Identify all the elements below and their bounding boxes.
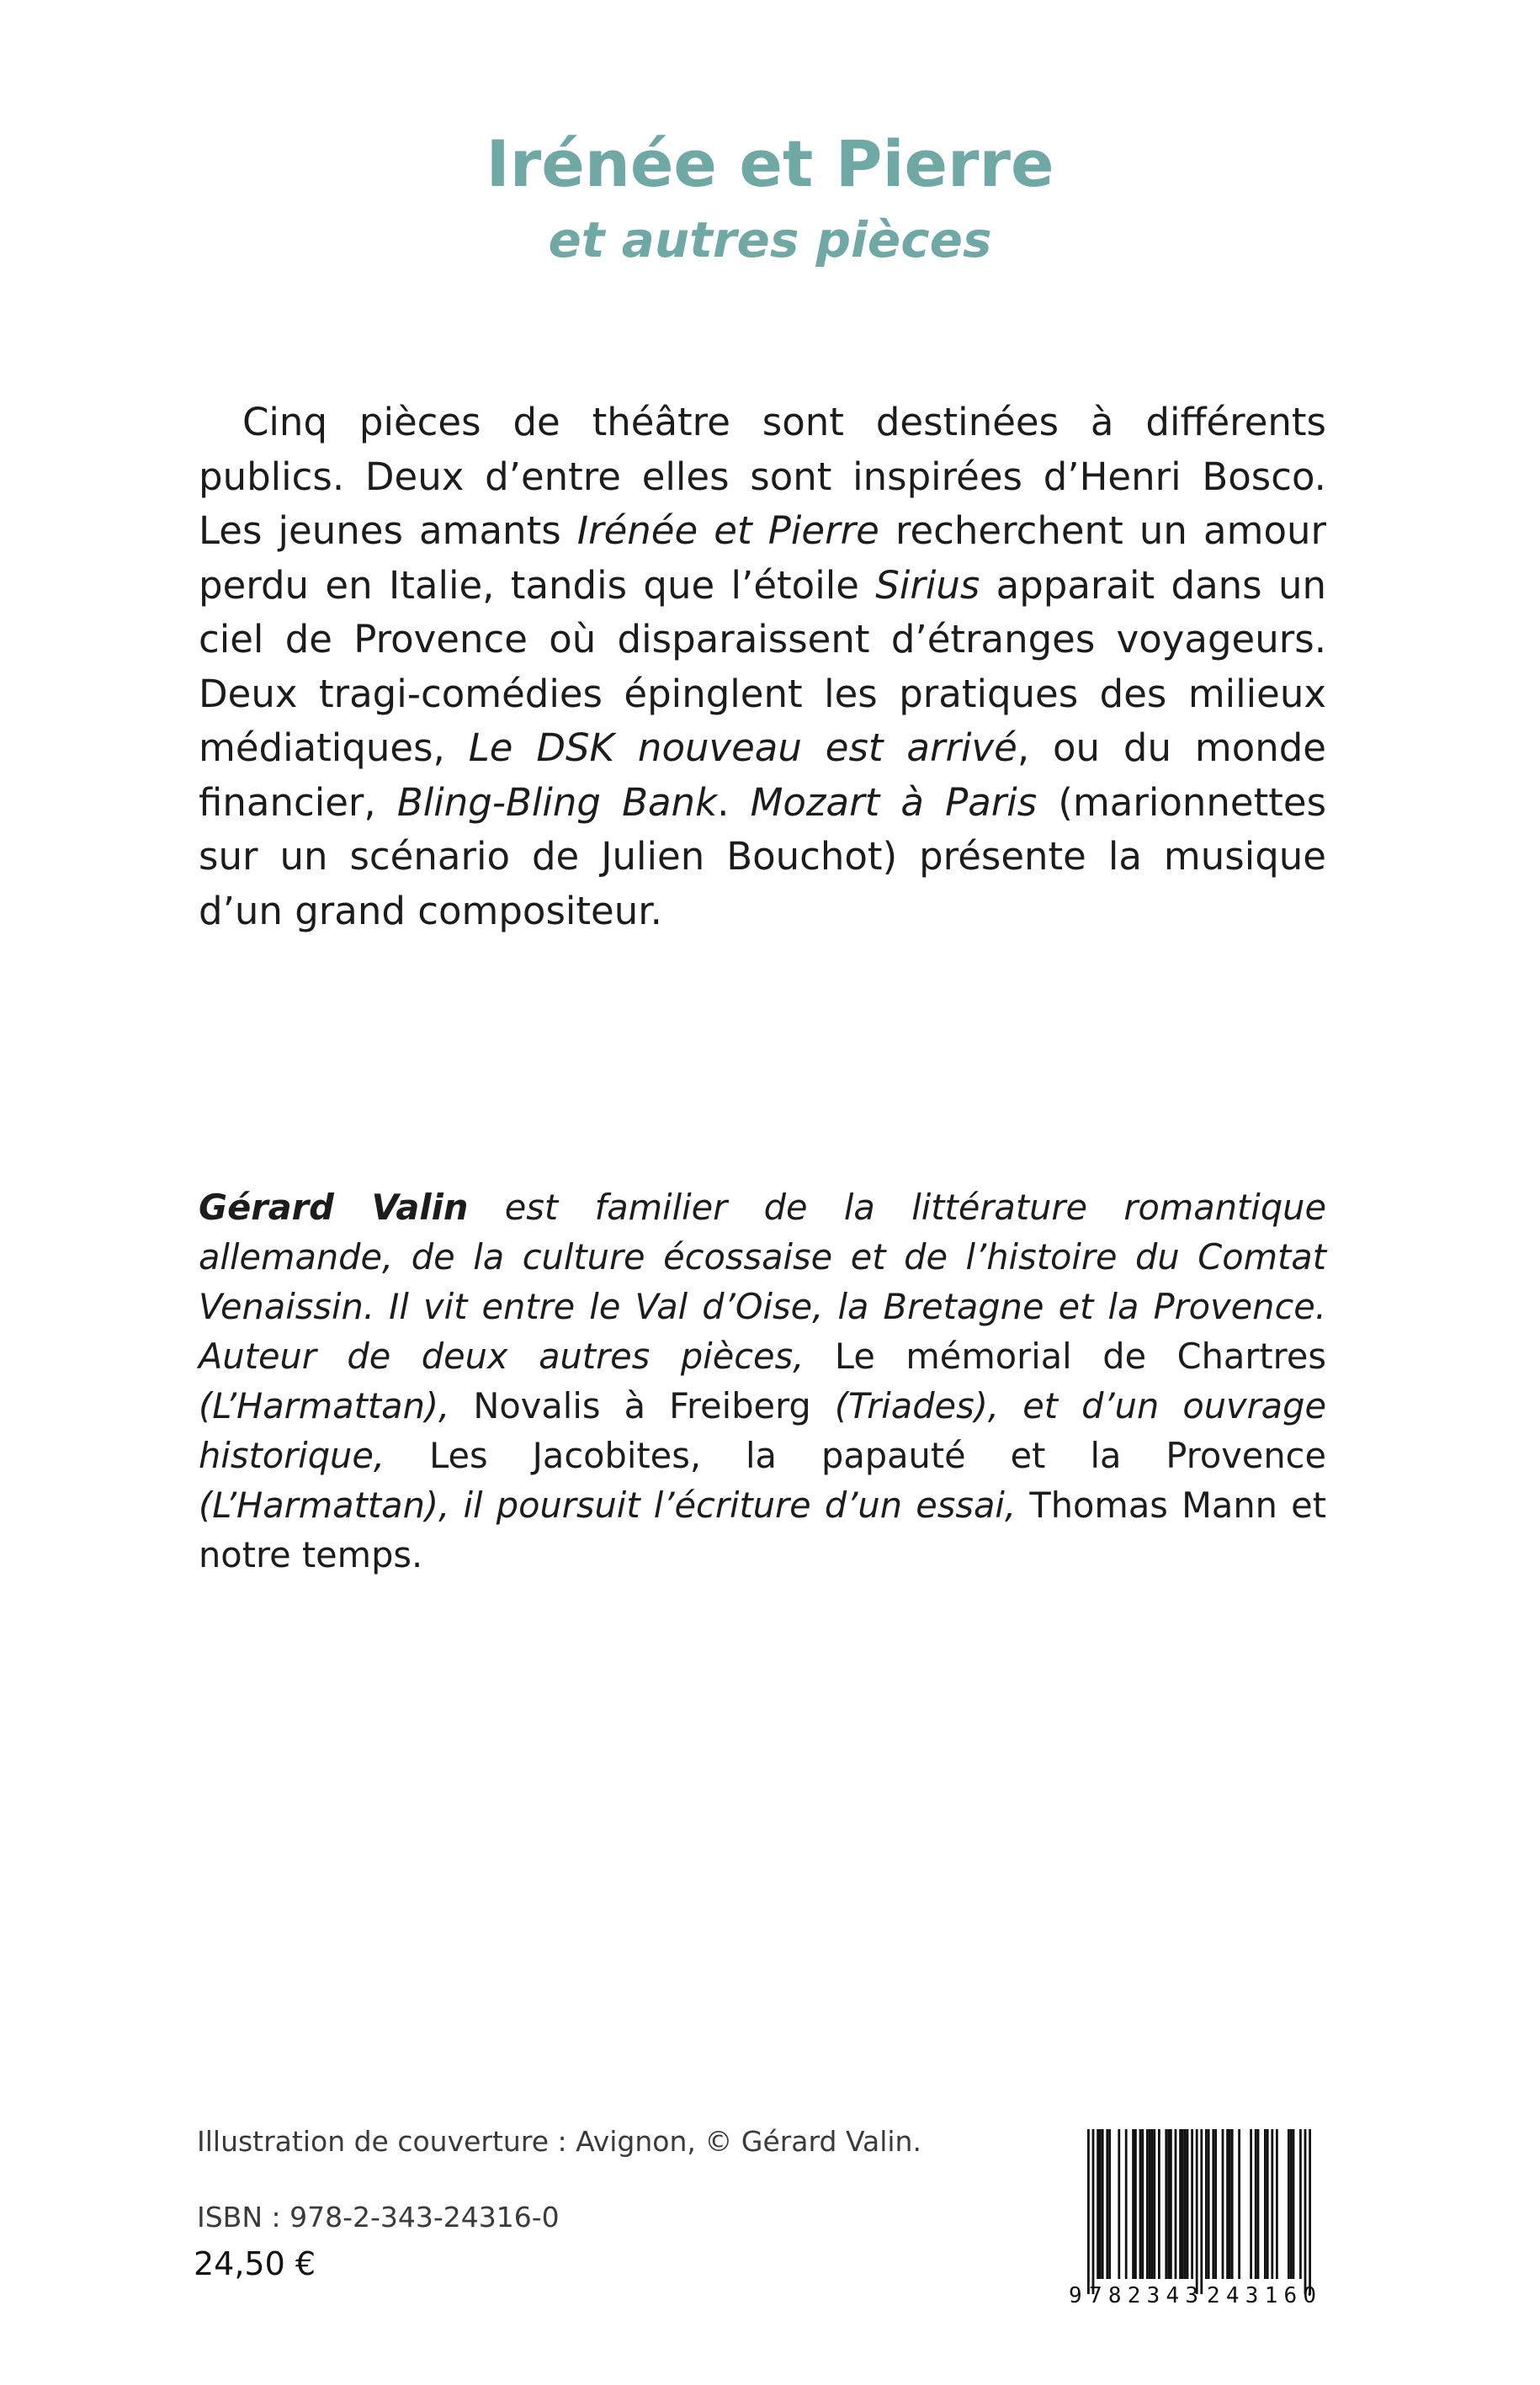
barcode-bar [1108, 2129, 1111, 2279]
barcode-bar [1309, 2129, 1311, 2294]
book-title: Irénée et Pierre [486, 126, 1054, 201]
barcode-bar [1118, 2129, 1120, 2279]
barcode-bar [1146, 2129, 1149, 2279]
synopsis-text: apparait dans un ciel de Provence où disparaissent d’étranges voyageurs. Deux tragi-comédies épinglent les pratiques des milieux médiatiques, [199, 562, 1327, 770]
barcode-bar [1097, 2129, 1099, 2279]
barcode-bar [1087, 2129, 1090, 2294]
barcode-digits: 9 [1069, 2283, 1082, 2308]
barcode-bar [1271, 2129, 1273, 2279]
synopsis-text: (marionnettes sur un scénario de Julien Bouchot) présente la musique d’un grand compositeur. [199, 779, 1327, 933]
barcode-bar [1205, 2129, 1208, 2279]
barcode-bar [1132, 2129, 1134, 2279]
barcode-bar [1102, 2129, 1104, 2279]
barcode-bar [1231, 2129, 1234, 2279]
synopsis-title-italic: Irénée et Pierre [576, 508, 879, 553]
barcode-bar [1179, 2129, 1182, 2279]
barcode-bar [1238, 2129, 1240, 2279]
author-bio [199, 1182, 1326, 1580]
synopsis-text: , ou du monde financier, [199, 725, 1326, 825]
barcode-bar [1222, 2129, 1224, 2279]
barcode-bar [1290, 2129, 1293, 2279]
barcode-bar [1092, 2129, 1095, 2294]
synopsis [199, 396, 1326, 938]
book-subtitle: et autres pièces [548, 211, 992, 268]
barcode-bar [1139, 2129, 1142, 2279]
barcode-bar [1255, 2129, 1257, 2279]
barcode-bar [1153, 2129, 1155, 2279]
synopsis-title-italic: Sirius [875, 562, 980, 608]
bio-work-title: Le mémorial de Chartres [834, 1336, 1326, 1377]
barcode-bar [1250, 2129, 1252, 2279]
barcode-bar [1200, 2129, 1203, 2294]
price: 24,50 € [194, 2245, 316, 2282]
bio-text: est familier de la littérature romantique allemande, de la culture écossaise et de l’histoire du Comtat Venaissin. Il vit entre le Val d’Oise, la Bretagne et la Provence. Auteur de deux autres pièces, [199, 1187, 1326, 1377]
synopsis-text: Cinq pièces de théâtre sont destinées à différents publics. Deux d’entre elles sont inspirées d’Henri Bosco. Les jeunes amants [199, 400, 1326, 553]
barcode-bar [1184, 2129, 1187, 2279]
barcode-bar [1212, 2129, 1214, 2279]
barcode-bar [1151, 2129, 1154, 2279]
bio-work-title: Novalis à Freiberg [473, 1385, 811, 1426]
barcode-bar [1134, 2129, 1137, 2279]
barcode-bar [1276, 2129, 1278, 2279]
barcode-bar [1175, 2129, 1177, 2279]
barcode-bar [1257, 2129, 1260, 2279]
barcode-bar [1267, 2129, 1269, 2279]
barcode-bar [1304, 2129, 1307, 2294]
author-bio-paragraph [199, 1182, 1326, 1580]
author-name: Gérard Valin [199, 1187, 469, 1228]
barcode-bar [1229, 2129, 1231, 2279]
barcode-bar [1167, 2129, 1170, 2279]
synopsis-text: . [717, 779, 751, 825]
bio-text: (Triades), et d’un ouvrage historique, [199, 1385, 1326, 1476]
synopsis-title-italic: Le DSK nouveau est arrivé [468, 725, 1017, 770]
barcode-bar [1264, 2129, 1267, 2279]
barcode-bar [1196, 2129, 1198, 2294]
synopsis-text: recherchent un amour perdu en Italie, tandis que l’étoile [199, 508, 1327, 608]
synopsis-paragraph [199, 396, 1326, 938]
barcode-bar [1226, 2129, 1229, 2279]
bio-text: (L’Harmattan), [199, 1385, 474, 1426]
synopsis-title-italic: Bling-Bling Bank [396, 779, 718, 825]
barcode-bar [1165, 2129, 1167, 2279]
barcode-bar [1187, 2129, 1189, 2279]
barcode-bar [1149, 2129, 1151, 2279]
barcode-bar [1158, 2129, 1160, 2279]
barcode-digits: 782343 [1089, 2283, 1198, 2308]
barcode-bar [1299, 2129, 1302, 2279]
barcode-bar [1214, 2129, 1217, 2279]
bio-text: . [412, 1534, 423, 1575]
isbn: ISBN : 978-2-343-24316-0 [197, 2201, 560, 2234]
bio-work-title: Thomas Mann et notre temps [199, 1485, 1326, 1575]
cover-illustration-credit: Illustration de couverture : Avignon, © Gérard Valin. [197, 2125, 921, 2158]
barcode-digits: 243160 [1207, 2283, 1316, 2308]
bio-text: (L’Harmattan), il poursuit l’écriture d’un essai, [199, 1485, 1030, 1526]
barcode-bar [1293, 2129, 1295, 2279]
bio-work-title: Les Jacobites, la papauté et la Provence [429, 1435, 1326, 1476]
barcode-bar [1170, 2129, 1172, 2279]
synopsis-title-italic: Mozart à Paris [750, 779, 1038, 825]
barcode-bar [1288, 2129, 1290, 2279]
barcode-bar [1125, 2129, 1128, 2279]
barcode-bar [1191, 2129, 1193, 2279]
barcode-bar [1182, 2129, 1184, 2279]
barcode-bars [1087, 2129, 1311, 2294]
barcode-bar [1099, 2129, 1102, 2279]
barcode-bar [1208, 2129, 1210, 2279]
barcode-bar [1106, 2129, 1108, 2279]
barcode-bar [1141, 2129, 1144, 2279]
isbn-barcode [1064, 2129, 1328, 2308]
